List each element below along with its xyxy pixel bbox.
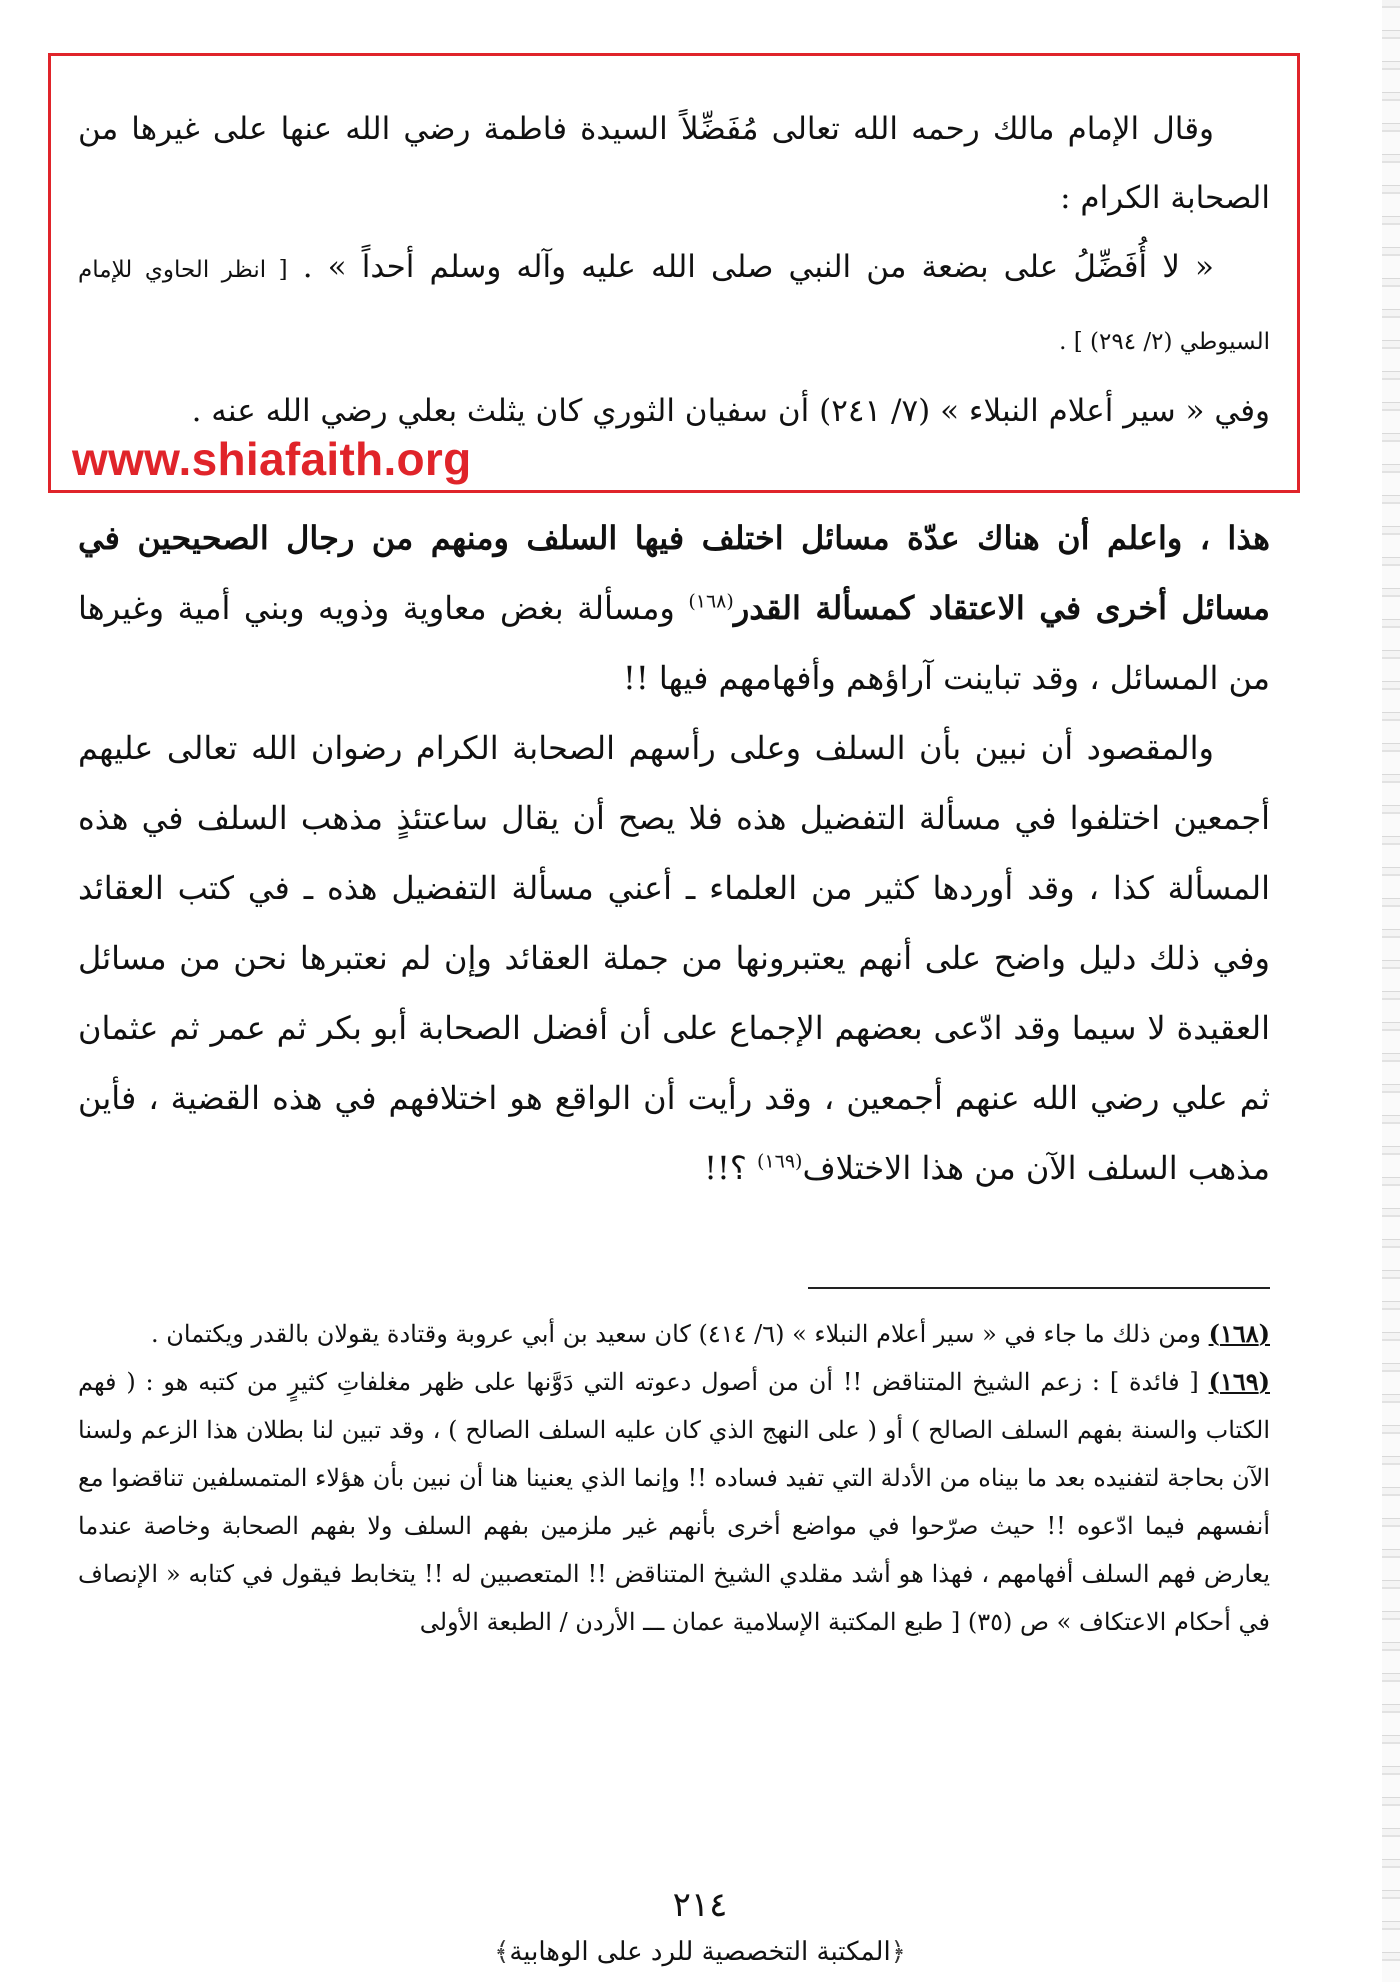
sufyan-line: وفي « سير أعلام النبلاء » (٧/ ٢٤١) أن سفيان الثوري كان يثلث بعلي رضي الله عنه . xyxy=(191,393,1270,429)
quote-reference: [ انظر الحاوي للإمام السيوطي (٢/ ٢٩٤) ] . xyxy=(78,257,1270,355)
page-number: ٢١٤ xyxy=(672,1885,728,1925)
watermark-url: www.shiafaith.org xyxy=(72,433,472,485)
ornament-right: ﴿ xyxy=(890,1937,906,1967)
main-body-text xyxy=(78,503,1270,1203)
scan-edge xyxy=(1382,0,1400,1982)
footnote-divider xyxy=(808,1287,1270,1289)
quote-line: « لا أُفَضِّلُ على بضعة من النبي صلى الله عليه وآله وسلم أحداً » . [ انظر الحاوي للإمام السيوطي (٢/ ٢٩٤) ] . xyxy=(78,249,1270,355)
footnotes xyxy=(78,1310,1270,1646)
footnote-ref-168: (١٦٨) xyxy=(688,590,734,613)
footer-library-title: ﴿المكتبة التخصصية للرد على الوهابية﴾ xyxy=(494,1937,906,1967)
footnote-168: (١٦٨) ومن ذلك ما جاء في « سير أعلام النبلاء » (٦/ ٤١٤) كان سعيد بن أبي عروبة وقتادة يقولان بالقدر ويكتمان . xyxy=(151,1319,1270,1348)
footnote-169: (١٦٩) [ فائدة ] : زعم الشيخ المتناقض !! أن من أصول دعوته التي دَوَّنها على ظهر مغلفاتِ كثيرٍ من كتبه هو : ( فهم الكتاب والسنة بفهم السلف الصالح ) أو ( على النهج الذي كان عليه السلف الصالح ) ، وقد تبين لنا بطلان هذا الزعم ولسنا الآن بحاجة لتفنيده بعد ما بيناه من الأدلة التي تفيد فساده !! وإنما الذي يعنينا هنا أن نبين بأن هؤلاء المتمسلفين تناقضوا مع أنفسهم فيما ادّعوه !! حيث صرّحوا في مواضع أخرى بأنهم غير ملزمين بفهم السلف ولا بفهم الصحابة وخاصة عندما يعارض فهم السلف أفهامهم ، فهذا هو أشد مقلدي الشيخ المتناقض !! المتعصبين له !! يتخابط فيقول في كتابه « الإنصاف في أحكام الاعتكاف » ص (٣٥) [ طبع المكتبة الإسلامية عمان ـــ الأردن / الطبعة الأولى xyxy=(78,1367,1270,1636)
paragraph-1: هذا ، واعلم أن هناك عدّة مسائل اختلف فيها السلف ومنهم من رجال الصحيحين في مسائل أخرى في الاعتقاد كمسألة القدر$^{(١٦٨)}$ ومسألة بغض معاوية وذويه وبني أمية وغيرها من المسائل ، وقد تباينت آراؤهم وأفهامهم فيها !! xyxy=(78,519,1271,697)
paragraph-2: والمقصود أن نبين بأن السلف وعلى رأسهم الصحابة الكرام رضوان الله تعالى عليهم أجمعين اختلفوا في مسألة التفضيل هذه فلا يصح أن يقال ساعتئذٍ مذهب السلف في هذه المسألة كذا ، وقد أوردها كثير من العلماء ـ أعني مسألة التفضيل هذه ـ في كتب العقائد وفي ذلك دليل واضح على أنهم يعتبرونها من جملة العقائد وإن لم نعتبرها نحن من مسائل العقيدة لا سيما وقد ادّعى بعضهم الإجماع على أن أفضل الصحابة أبو بكر ثم عمر ثم عثمان ثم علي رضي الله عنهم أجمعين ، وقد رأيت أن الواقع هو اختلافهم في هذه القضية ، فأين مذهب السلف الآن من هذا الاختلاف$^{(١٦٩)}$ ؟!! xyxy=(78,729,1271,1187)
ornament-left: ﴾ xyxy=(494,1937,510,1967)
footnote-ref-169: (١٦٩) xyxy=(756,1150,803,1173)
quote-intro: وقال الإمام مالك رحمه الله تعالى مُفَضِّلاً السيدة فاطمة رضي الله عنها على غيرها من الصحابة الكرام : xyxy=(78,111,1270,216)
highlighted-quote-text xyxy=(78,95,1270,446)
